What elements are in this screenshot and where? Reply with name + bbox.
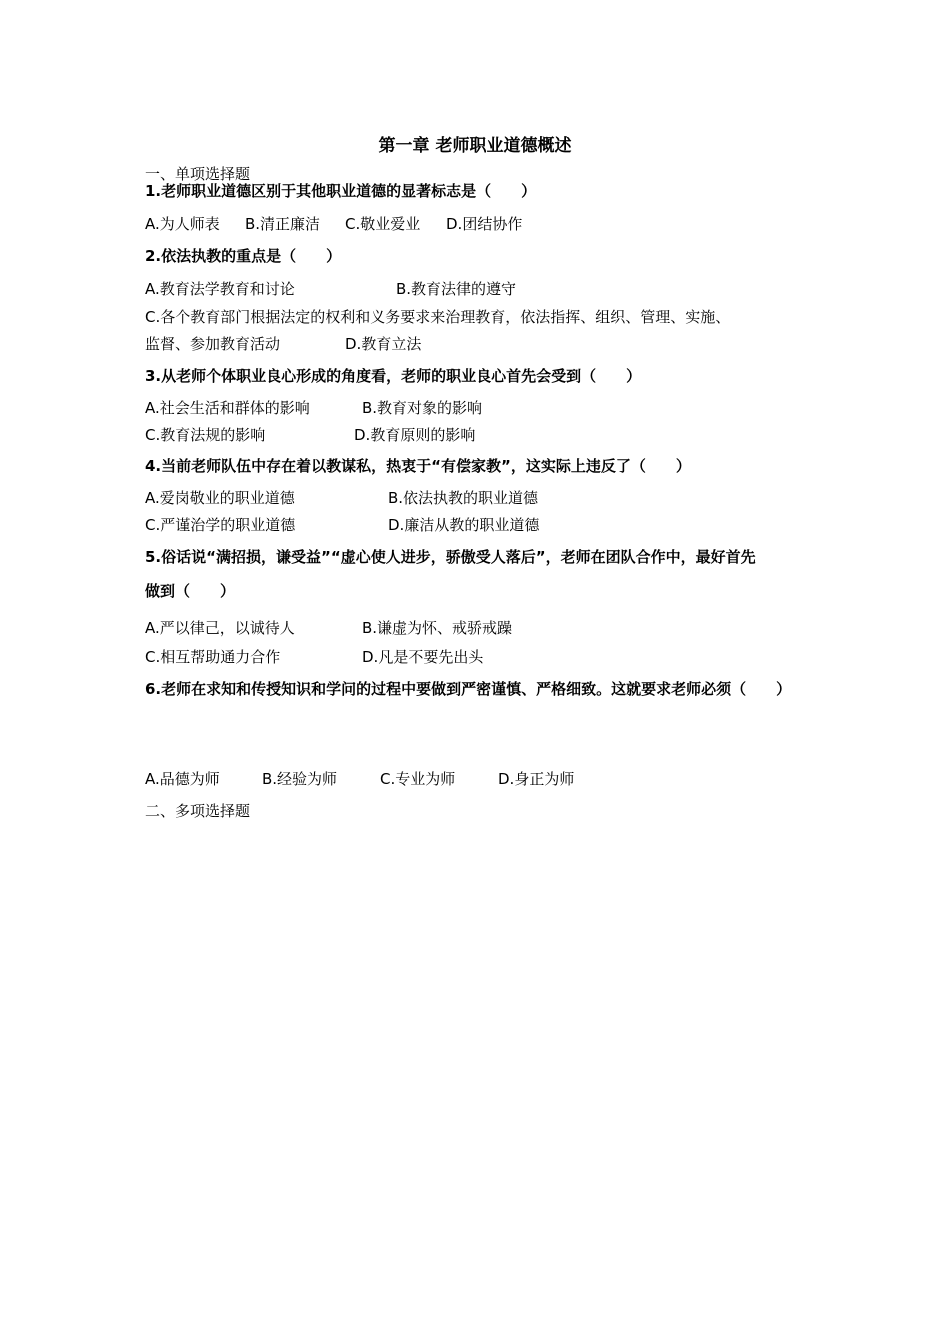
- q2-option-a: A.教育法学教育和讨论: [145, 280, 295, 298]
- q2-option-c-continued: 监督、参加教育活动: [145, 335, 281, 353]
- chapter-title: 第一章 老师职业道德概述: [378, 136, 572, 156]
- question-5: 5.俗话说“满招损，谦受益”“虚心使人进步，骄傲受人落后”，老师在团队合作中，最好首先: [145, 548, 756, 566]
- q4-option-c: C.严谨治学的职业道德: [145, 516, 296, 534]
- q6-option-c: C.专业为师: [380, 770, 456, 788]
- q4-option-b: B.依法执教的职业道德: [388, 489, 539, 507]
- q1-option-d: D.团结协作: [446, 215, 523, 233]
- q5-option-c: C.相互帮助通力合作: [145, 648, 281, 666]
- q6-option-d: D.身正为师: [498, 770, 575, 788]
- q5-option-a: A.严以律己，以诚待人: [145, 619, 295, 637]
- q1-option-b: B.清正廉洁: [245, 215, 321, 233]
- q1-option-a: A.为人师表: [145, 215, 220, 233]
- section-heading-single-choice: 一、单项选择题: [145, 165, 251, 183]
- question-1: 1.老师职业道德区别于其他职业道德的显著标志是（ ）: [145, 182, 537, 200]
- q5-option-d: D.凡是不要先出头: [362, 648, 484, 666]
- question-6: 6.老师在求知和传授知识和学问的过程中要做到严密谨慎、严格细致。这就要求老师必须（ ）: [145, 680, 792, 698]
- q3-option-b: B.教育对象的影响: [362, 399, 483, 417]
- q5-option-b: B.谦虚为怀、戒骄戒躁: [362, 619, 513, 637]
- q2-option-b: B.教育法律的遵守: [396, 280, 517, 298]
- q3-option-a: A.社会生活和群体的影响: [145, 399, 310, 417]
- q6-option-b: B.经验为师: [262, 770, 338, 788]
- q1-option-c: C.敬业爱业: [345, 215, 421, 233]
- question-5-continued: 做到（ ）: [145, 582, 236, 600]
- q3-option-c: C.教育法规的影响: [145, 426, 266, 444]
- question-2: 2.依法执教的重点是（ ）: [145, 247, 342, 265]
- question-3: 3.从老师个体职业良心形成的角度看，老师的职业良心首先会受到（ ）: [145, 367, 642, 385]
- q2-option-c: C.各个教育部门根据法定的权利和义务要求来治理教育，依法指挥、组织、管理、实施、: [145, 308, 731, 326]
- q3-option-d: D.教育原则的影响: [354, 426, 476, 444]
- question-4: 4.当前老师队伍中存在着以教谋私，热衷于“有偿家教”，这实际上违反了（ ）: [145, 457, 691, 475]
- q6-option-a: A.品德为师: [145, 770, 220, 788]
- section-heading-multiple-choice: 二、多项选择题: [145, 802, 251, 820]
- q2-option-d: D.教育立法: [345, 335, 422, 353]
- q4-option-a: A.爱岗敬业的职业道德: [145, 489, 295, 507]
- q4-option-d: D.廉洁从教的职业道德: [388, 516, 540, 534]
